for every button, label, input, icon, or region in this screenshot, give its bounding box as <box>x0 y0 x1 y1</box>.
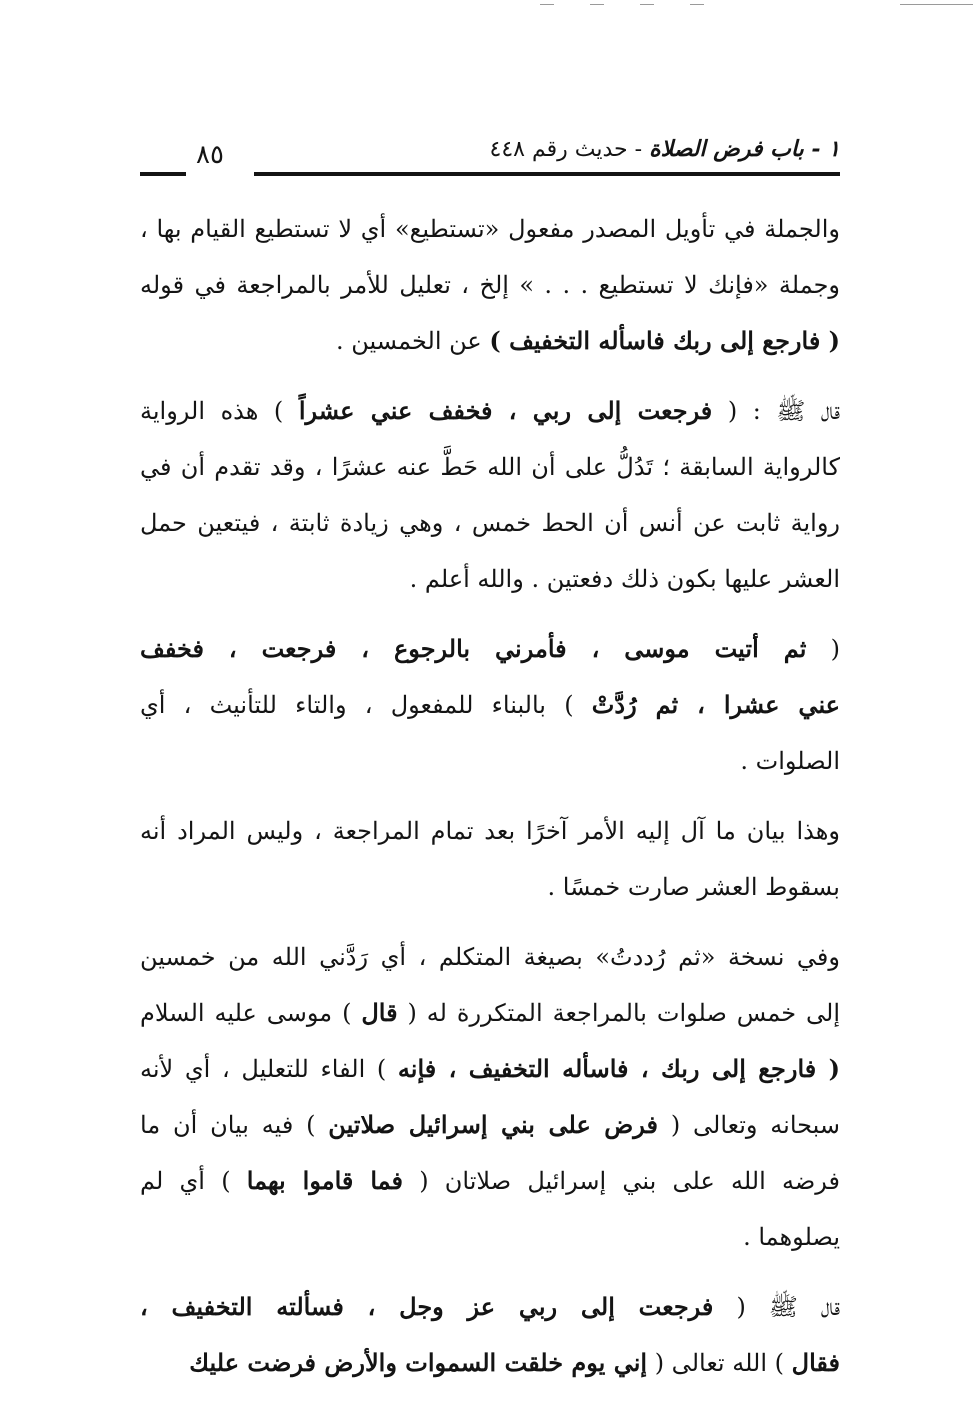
text-line <box>140 201 840 257</box>
commentary-text: سبحانه وتعالى ( <box>658 1111 840 1139</box>
commentary-text: وهذا بيان ما آل إليه الأمر آخرًا بعد تمام المراجعة ، وليس المراد أنه <box>140 817 840 845</box>
scan-top-marks <box>0 4 973 12</box>
text-line <box>140 621 840 677</box>
commentary-text: ) فيه بيان أن ما <box>140 1111 329 1139</box>
paragraph <box>140 383 840 607</box>
hadith-quote: فما قاموا بهما <box>246 1166 403 1195</box>
text-line <box>140 383 840 439</box>
commentary-text: وفي نسخة «ثم رُددتُ» بصيغة المتكلم ، أي رَدَّني الله من خمسين <box>140 943 840 971</box>
hadith-quote: فرجعت إلى ربي عز وجل ، فسألته التخفيف ، <box>140 1292 714 1321</box>
paragraph <box>140 1279 840 1391</box>
paragraph <box>140 929 840 1265</box>
commentary-text: إلى خمس صلوات بالمراجعة المتكررة له ( <box>397 999 840 1027</box>
commentary-text: بسقوط العشر صارت خمسًا . <box>547 873 840 901</box>
commentary-text: العشر عليها بكون ذلك دفعتين . والله أعلم . <box>409 565 840 593</box>
commentary-text: فرضه الله على بني إسرائيل صلاتان ( <box>402 1167 840 1195</box>
text-line <box>140 733 840 789</box>
header-separator: - <box>627 137 650 162</box>
hadith-quote: عني عشرا ، ثم رُدَّتْ <box>591 690 840 719</box>
page-number-rule <box>140 172 186 176</box>
chapter-title: ١ - باب فرض الصلاة <box>649 136 840 162</box>
paragraph <box>140 803 840 915</box>
hadith-quote: ثم أتيت موسى ، فأمرني بالرجوع ، فرجعت ، فخفف <box>140 634 807 663</box>
commentary-text: قال ﷺ : ( <box>712 397 840 425</box>
running-header <box>140 136 840 188</box>
text-line <box>140 1041 840 1097</box>
text-line <box>140 1097 840 1153</box>
commentary-text: الصلوات . <box>740 747 840 775</box>
commentary-text: ) الله تعالى ( <box>647 1349 792 1377</box>
scan-mark <box>640 4 654 5</box>
text-line <box>140 859 840 915</box>
hadith-quote: فرجعت إلى ربي ، فخفف عني عشراً <box>298 396 713 425</box>
text-line <box>140 929 840 985</box>
text-line <box>140 439 840 495</box>
scan-mark <box>900 4 973 5</box>
text-line <box>140 257 840 313</box>
header-title <box>490 136 840 162</box>
text-line <box>140 313 840 369</box>
text-line <box>140 1153 840 1209</box>
header-rule <box>254 172 840 176</box>
commentary-text: عن الخمسين . <box>335 327 490 355</box>
text-line <box>140 677 840 733</box>
commentary-text: وجملة «فإنك لا تستطيع . . . » إلخ ، تعليل للأمر بالمراجعة في قوله <box>140 271 840 299</box>
page-body <box>140 201 840 1405</box>
hadith-quote: ( فارجع إلى ربك فاسأله التخفيف ) <box>489 326 840 355</box>
commentary-text: يصلوهما . <box>743 1223 840 1251</box>
commentary-text: ) الفاء للتعليل ، أي لأنه <box>140 1055 398 1083</box>
commentary-text: ) هذه الرواية <box>140 397 299 425</box>
hadith-quote: إني يوم خلقت السموات والأرض فرضت عليك <box>189 1348 648 1377</box>
scan-mark <box>690 4 704 5</box>
text-line <box>140 551 840 607</box>
scan-mark <box>540 4 554 5</box>
commentary-text: كالرواية السابقة ؛ تَدُلُّ على أن الله حَطَّ عنه عشرًا ، وقد تقدم أن في <box>140 453 840 481</box>
hadith-quote: ( فارجع إلى ربك ، فاسأله التخفيف ، فإنه <box>397 1054 840 1083</box>
hadith-quote: فرض على بني إسرائيل صلاتين <box>328 1110 659 1139</box>
text-line <box>140 1279 840 1335</box>
text-line <box>140 1335 840 1391</box>
paragraph <box>140 201 840 369</box>
paragraph <box>140 621 840 789</box>
hadith-quote: قال <box>361 998 398 1027</box>
scan-mark <box>590 4 604 5</box>
commentary-text: رواية ثابت عن أنس أن الحط خمس ، وهي زيادة ثابتة ، فيتعين حمل <box>140 509 840 537</box>
hadith-reference: حديث رقم ٤٤٨ <box>489 137 628 162</box>
commentary-text: ) أي لم <box>140 1167 247 1195</box>
commentary-text: والجملة في تأويل المصدر مفعول «تستطيع» أي لا تستطيع القيام بها ، <box>140 215 840 243</box>
commentary-text: قال ﷺ ( <box>713 1293 840 1321</box>
text-line <box>140 985 840 1041</box>
commentary-text: ( <box>806 635 840 663</box>
text-line <box>140 1209 840 1265</box>
hadith-quote: فقال <box>791 1348 840 1377</box>
page-number: ٨٥ <box>196 140 224 170</box>
text-line <box>140 803 840 859</box>
text-line <box>140 495 840 551</box>
commentary-text: ) بالبناء للمفعول ، والتاء للتأنيث ، أي <box>140 691 592 719</box>
commentary-text: ) موسى عليه السلام <box>140 999 362 1027</box>
